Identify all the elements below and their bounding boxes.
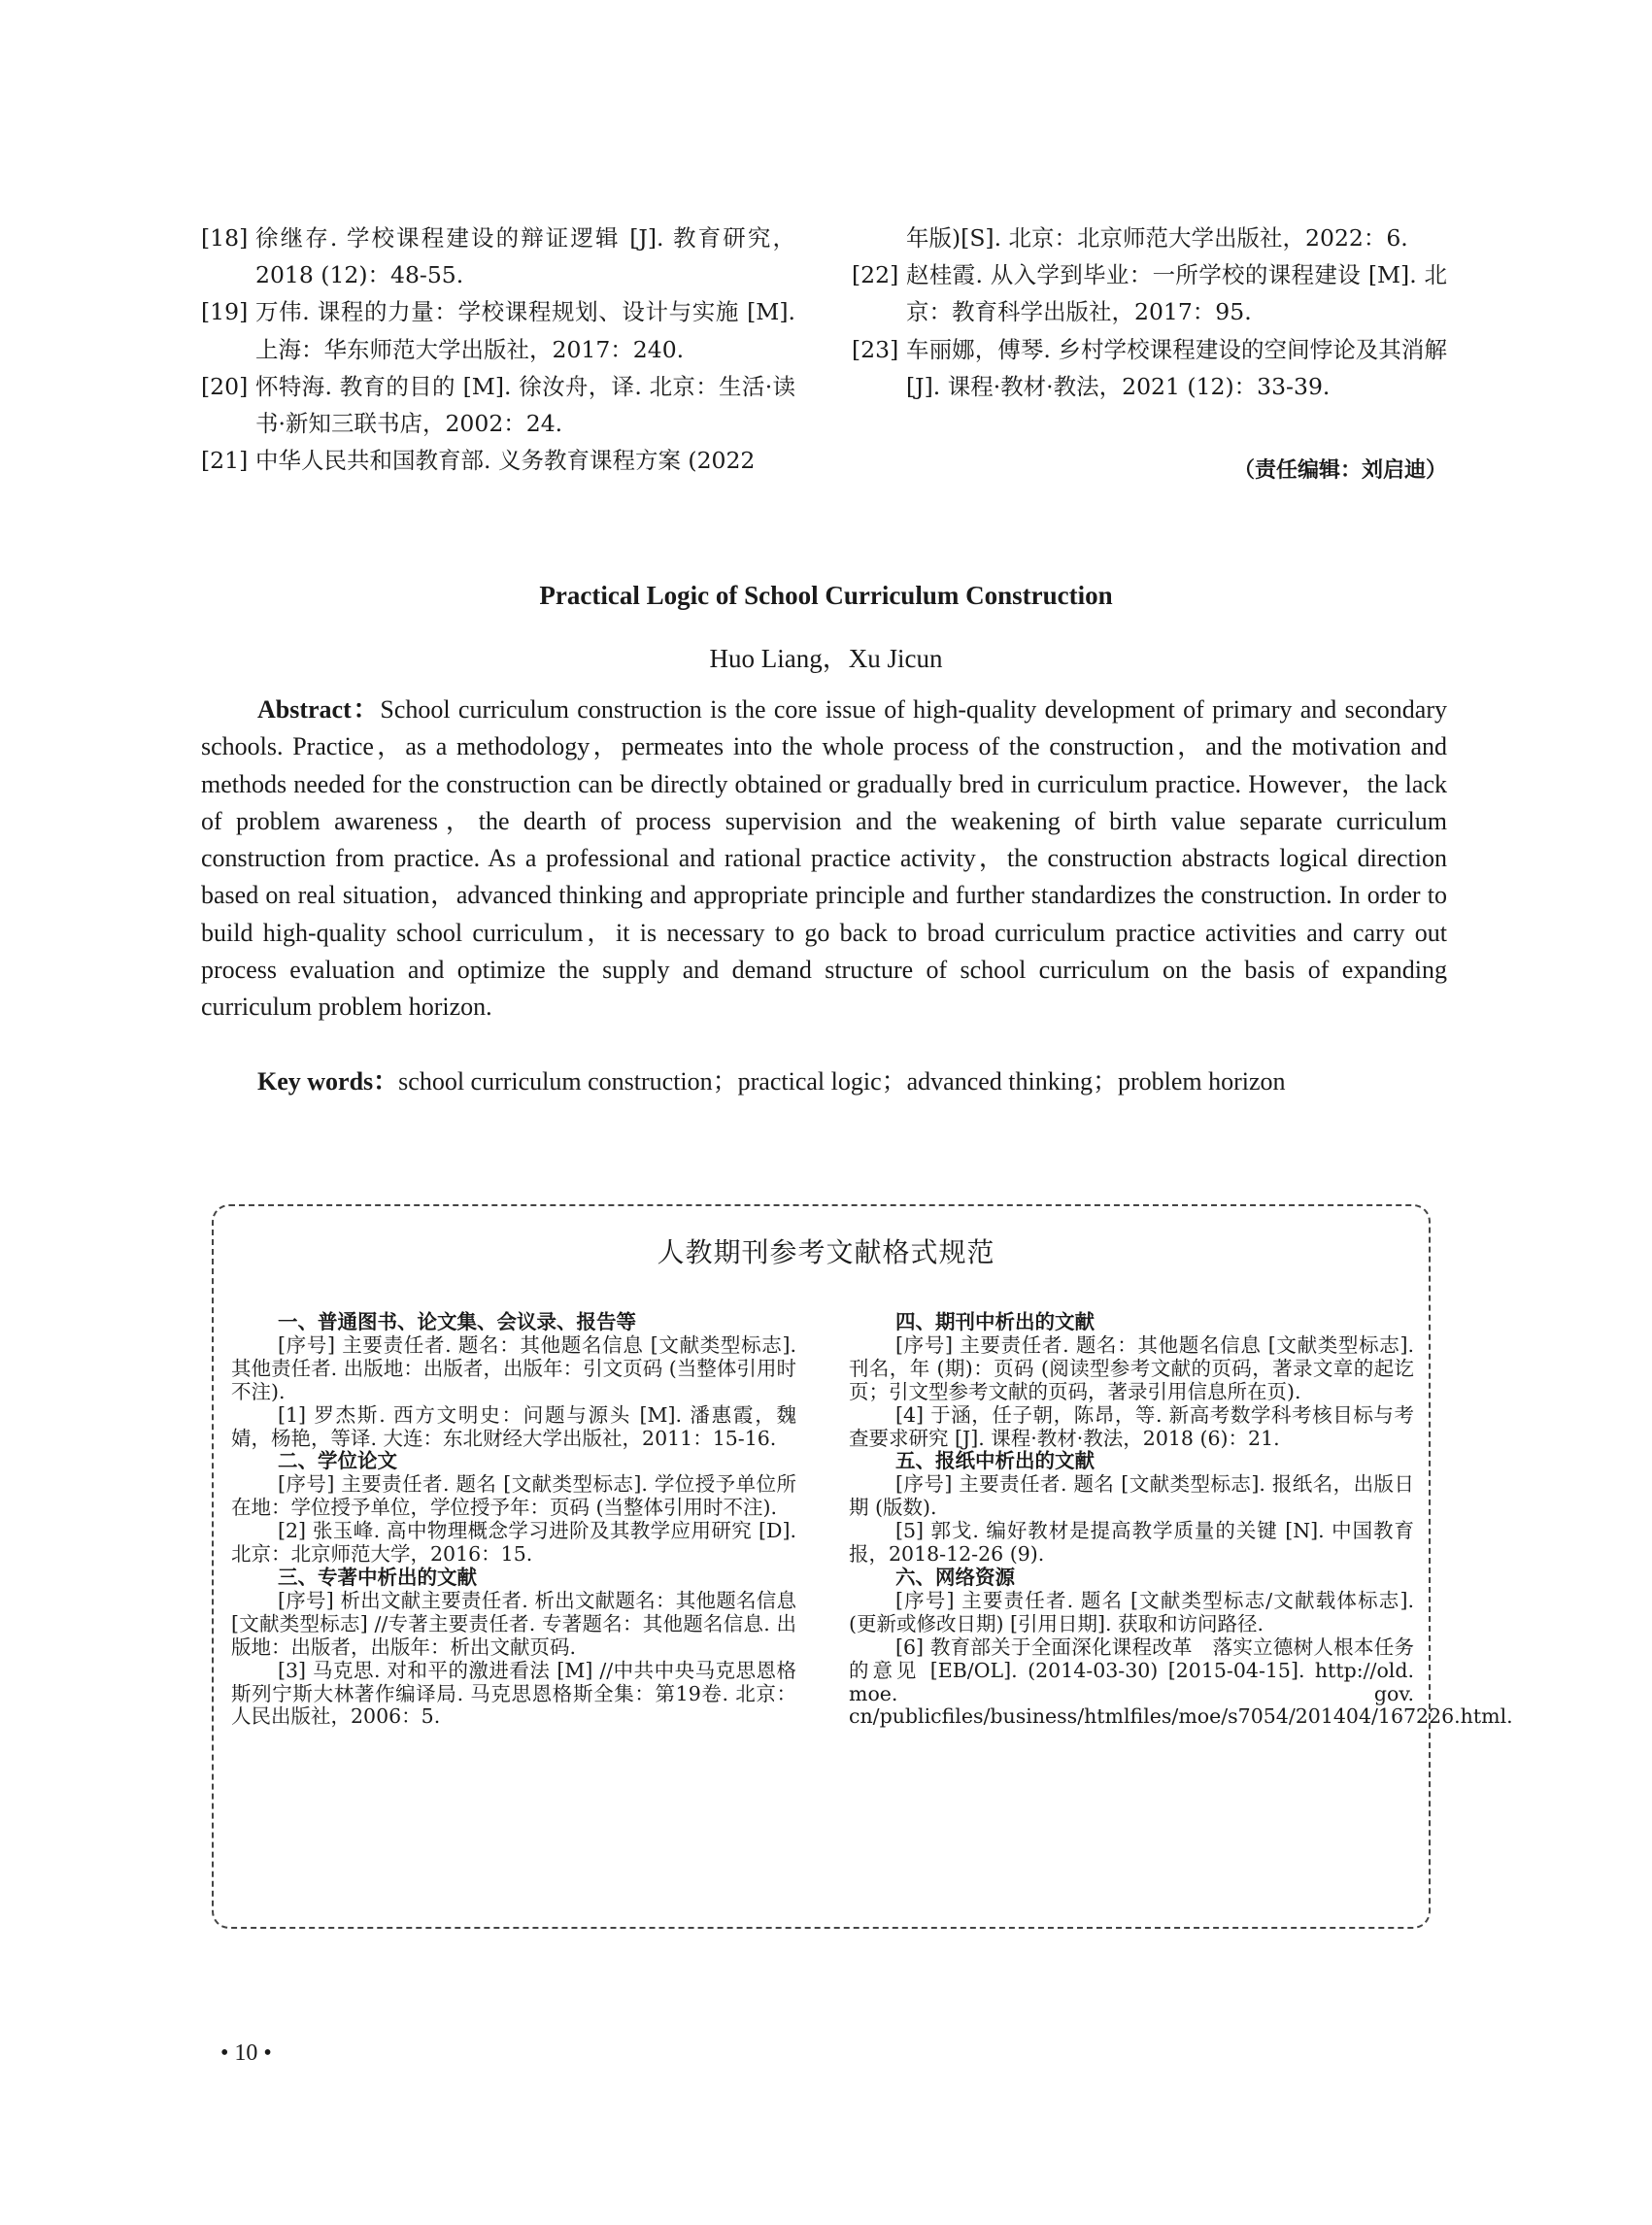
- english-title: Practical Logic of School Curriculum Construction: [539, 581, 1113, 610]
- format-paragraph: [序号] 主要责任者. 题名：其他题名信息 [文献类型标志]. 刊名，年 (期)：页码 (阅读型参考文献的页码，著录文章的起讫页；引文型参考文献的页码，著录引用信息所在页).: [849, 1332, 1414, 1403]
- english-authors: Huo Liang，Xu Jicun: [709, 644, 943, 673]
- reference-text: 怀特海. 教育的目的 [M]. 徐汝舟，译. 北京：生活·读书·新知三联书店，2002：24.: [255, 372, 795, 438]
- abstract-label: Abstract：: [257, 695, 381, 724]
- references-right-column: [852, 219, 1447, 405]
- format-paragraph: [序号] 析出文献主要责任者. 析出文献题名：其他题名信息 [文献类型标志] //专著主要责任者. 专著题名：其他题名信息. 出版地：出版者，出版年：析出文献页码.: [231, 1588, 796, 1659]
- reference-number: [22]: [852, 261, 899, 289]
- box-title: 人教期刊参考文献格式规范: [657, 1236, 995, 1268]
- reference-item: [852, 256, 1447, 330]
- reference-item: [201, 219, 795, 293]
- reference-number: [23]: [852, 335, 899, 363]
- keywords-label: Key words：: [257, 1067, 399, 1096]
- reference-text: 赵桂霞. 从入学到毕业：一所学校的课程建设 [M]. 北京：教育科学出版社，2017：95.: [906, 261, 1447, 326]
- format-paragraph: [序号] 主要责任者. 题名 [文献类型标志/文献载体标志]. (更新或修改日期) [引用日期]. 获取和访问路径.: [849, 1588, 1414, 1635]
- format-paragraph: [序号] 主要责任者. 题名：其他题名信息 [文献类型标志]. 其他责任者. 出版地：出版者，出版年：引文页码 (当整体引用时不注).: [231, 1332, 796, 1403]
- format-paragraph: [序号] 主要责任者. 题名 [文献类型标志]. 报纸名，出版日期 (版数).: [849, 1472, 1414, 1520]
- reference-item: [201, 442, 795, 479]
- responsible-editor: （责任编辑：刘启迪）: [1232, 458, 1447, 483]
- section-heading: 六、网络资源: [895, 1565, 1015, 1589]
- format-paragraph: [1] 罗杰斯. 西方文明史：问题与源头 [M]. 潘惠霞，魏婧，杨艳，等译. 大连：东北财经大学出版社，2011：15-16.: [231, 1402, 796, 1450]
- format-paragraph: [序号] 主要责任者. 题名 [文献类型标志]. 学位授予单位所在地：学位授予单位，学位授予年：页码 (当整体引用时不注).: [231, 1472, 796, 1520]
- reference-text: 万伟. 课程的力量：学校课程规划、设计与实施 [M]. 上海：华东师范大学出版社，2017：240.: [255, 298, 795, 363]
- section-heading: 五、报纸中析出的文献: [895, 1449, 1095, 1473]
- english-keywords: [201, 1063, 1447, 1100]
- format-paragraph: [2] 张玉峰. 高中物理概念学习进阶及其教学应用研究 [D]. 北京：北京师范大学，2016：15.: [231, 1519, 796, 1567]
- reference-number: [18]: [201, 224, 249, 252]
- reference-item: [852, 331, 1447, 405]
- section-heading: 一、普通图书、论文集、会议录、报告等: [278, 1310, 636, 1333]
- format-paragraph: [6] 教育部关于全面深化课程改革 落实立德树人根本任务的意见 [EB/OL]. (2014-03-30) [2015-04-15]. http://old. moe. gov. cn/publicfiles/business/htmlfiles/moe/s7054/201404/167226.html.: [849, 1635, 1513, 1729]
- reference-continuation: 年版)[S]. 北京：北京师范大学出版社，2022：6.: [906, 224, 1408, 252]
- section-heading: 四、期刊中析出的文献: [895, 1310, 1095, 1333]
- section-heading: 二、学位论文: [278, 1449, 397, 1473]
- reference-number: [21]: [201, 447, 249, 475]
- keywords-text: school curriculum construction；practical logic；advanced thinking；problem horizon: [398, 1067, 1286, 1096]
- box-right-column: [849, 1310, 1513, 1729]
- page-number: • 10 •: [220, 2040, 272, 2066]
- reference-number: [20]: [201, 372, 249, 400]
- format-paragraph: [4] 于涵，任子朝，陈昂，等. 新高考数学科考核目标与考查要求研究 [J]. 课程·教材·教法，2018 (6)：21.: [849, 1402, 1414, 1450]
- reference-text: 车丽娜，傅琴. 乡村学校课程建设的空间悖论及其消解 [J]. 课程·教材·教法，2021 (12)：33-39.: [906, 335, 1447, 400]
- reference-item: [201, 293, 795, 367]
- abstract-text: School curriculum construction is the core issue of high-quality development of primary and secondary schools. Practice，as a methodology，permeates into the whole process of the construction，and the motivation and methods needed for the construction can be directly obtained or gradually bred in curriculum practice. However，the lack of problem awareness，the dearth of process supervision and the weakening of birth value separate curriculum construction from practice. As a professional and rational practice activity，the construction abstracts logical direction based on real situation，advanced thinking and appropriate principle and further standardizes the construction. In order to build high-quality school curriculum，it is necessary to go back to broad curriculum practice activities and carry out process evaluation and optimize the supply and demand structure of school curriculum on the basis of expanding curriculum problem horizon.: [201, 695, 1447, 1022]
- box-left-column: [231, 1311, 796, 1729]
- section-heading: 三、专著中析出的文献: [278, 1565, 477, 1589]
- reference-text: 中华人民共和国教育部. 义务教育课程方案 (2022: [255, 447, 756, 475]
- reference-number: [19]: [201, 298, 249, 326]
- format-paragraph: [5] 郭戈. 编好教材是提高教学质量的关键 [N]. 中国教育报，2018-12-26 (9).: [849, 1519, 1414, 1567]
- references-left-column: [201, 219, 795, 479]
- reference-item: [201, 368, 795, 442]
- format-paragraph: [3] 马克思. 对和平的激进看法 [M] //中共中央马克思恩格斯列宁斯大林著作编译局. 马克思恩格斯全集：第19卷. 北京：人民出版社，2006：5.: [231, 1658, 796, 1729]
- reference-text: 徐继存. 学校课程建设的辩证逻辑 [J]. 教育研究，2018 (12)：48-55.: [255, 224, 795, 289]
- english-abstract: [201, 691, 1447, 1027]
